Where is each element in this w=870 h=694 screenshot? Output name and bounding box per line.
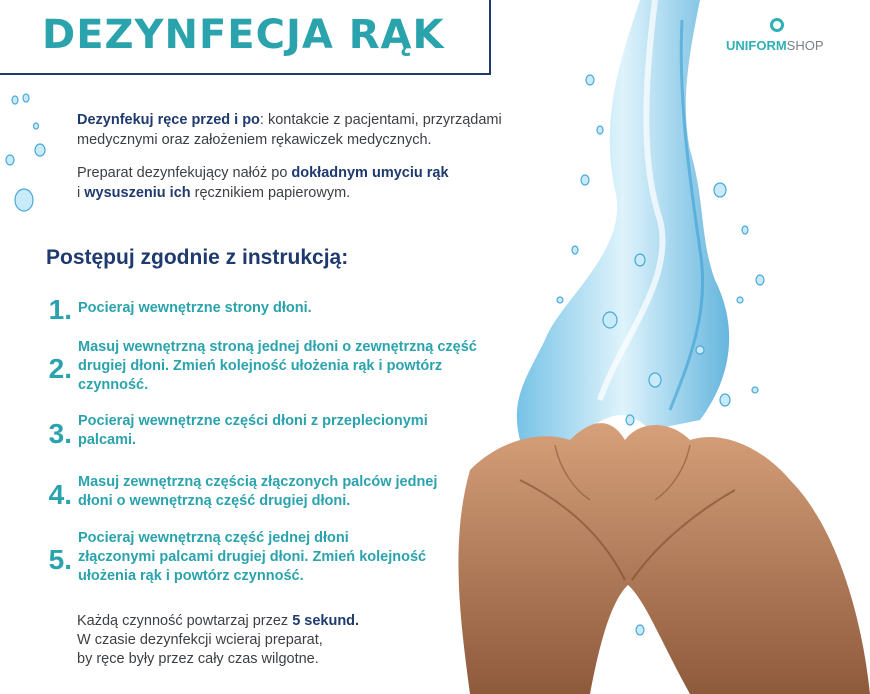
step-text: Masuj wewnętrzną stroną jednej dłoni o zewnętrzną część drugiej dłoni. Zmień kolejność ułożenia rąk i powtórz czynność. xyxy=(78,339,477,393)
page-title: DEZYNFECJA RĄK xyxy=(42,12,445,58)
step-text: Pocieraj wewnętrzne strony dłoni. xyxy=(78,300,312,316)
title-box xyxy=(0,0,491,75)
step-number: 4. xyxy=(48,479,72,510)
step-number: 1. xyxy=(48,294,72,325)
intro-paragraph-2: Preparat dezynfekujący nałóż po dokładnym umyciu rąk i wysuszeniu ich ręcznikiem papierowym. xyxy=(77,165,449,201)
cupped-hands xyxy=(458,423,870,694)
logo-text: UNIFORMSHOP xyxy=(726,38,824,53)
instructions-heading: Postępuj zgodnie z instrukcją: xyxy=(46,246,349,269)
brand-logo xyxy=(726,18,846,58)
step-number: 2. xyxy=(48,353,72,384)
step-text: Pocieraj wewnętrzne części dłoni z przeplecionymi palcami. xyxy=(78,413,428,448)
step-number: 5. xyxy=(48,544,72,575)
step-text: Masuj zewnętrzną częścią złączonych palców jednej dłoni o wewnętrzną część drugiej dłoni. xyxy=(78,474,438,509)
intro-paragraph-1: Dezynfekuj ręce przed i po: kontakcie z pacjentami, przyrządami medycznymi oraz założeniem rękawiczek medycznych. xyxy=(77,112,502,148)
step-number: 3. xyxy=(48,418,72,449)
logo-icon xyxy=(770,18,784,32)
intro-text xyxy=(77,110,577,216)
step-text: Pocieraj wewnętrzną część jednej dłoni złączonymi palcami drugiej dłoni. Zmień kolejność ułożenia rąk i powtórz czynność. xyxy=(78,530,427,584)
footer-note: Każdą czynność powtarzaj przez 5 sekund. W czasie dezynfekcji wcieraj preparat, by ręce były przez cały czas wilgotne. xyxy=(77,613,360,667)
